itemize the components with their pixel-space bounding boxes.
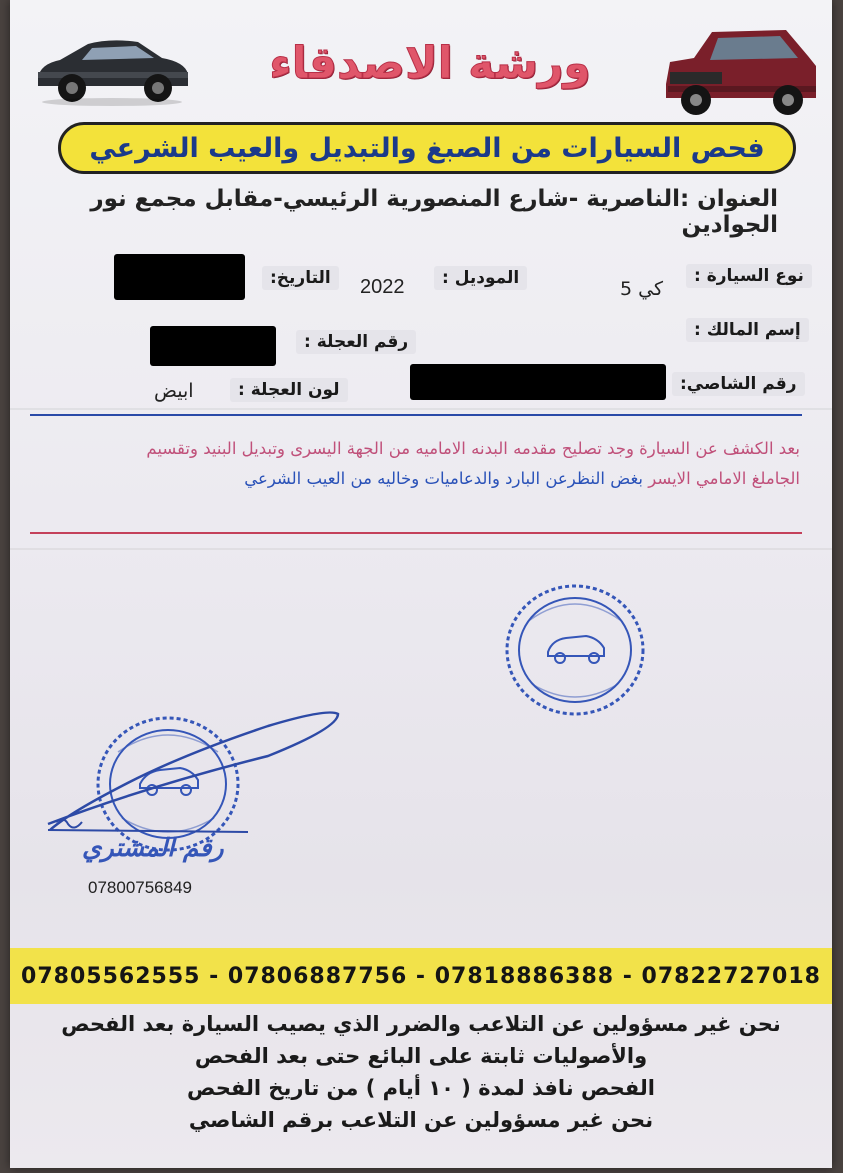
disclaimer-line-2: والأصوليات ثابتة على البائع حتى بعد الفحص xyxy=(194,1044,648,1068)
car-color-label: لون العجلة : xyxy=(230,378,348,402)
inspection-certificate xyxy=(10,0,832,1168)
owner-name-label: إسم المالك : xyxy=(686,318,809,342)
redacted-date xyxy=(114,254,245,300)
chassis-number-label: رقم الشاصي: xyxy=(672,372,805,396)
phone-numbers-bar xyxy=(10,948,832,1004)
date-label: التاريخ: xyxy=(262,266,339,290)
shop-address: العنوان :الناصرية -شارع المنصورية الرئيسي-مقابل مجمع نور الجوادين xyxy=(90,186,778,238)
suv-car-image xyxy=(660,22,822,122)
model-label: الموديل : xyxy=(434,266,527,290)
report-line-2-blue: بغض النظرعن البارد والدعاميات وخاليه من العيب الشرعي xyxy=(244,469,644,488)
shop-stamp-right xyxy=(500,580,650,720)
inspection-report xyxy=(40,434,800,494)
report-line-1: بعد الكشف عن السيارة وجد تصليح مقدمه البدنه الاماميه من الجهة اليسرى وتبديل البنيد وتقسيم xyxy=(146,439,800,458)
redacted-chassis-number xyxy=(410,364,666,400)
buyer-phone: 07800756849 xyxy=(88,878,193,897)
divider-red xyxy=(30,532,802,534)
car-type-value: كي 5 xyxy=(620,278,664,300)
buyer-number-label: رقم المشتري xyxy=(82,833,224,862)
phone-numbers: 07805562555 - 07806887756 - 07818886388 - 07822727018 xyxy=(21,963,821,989)
banner-text: فحص السيارات من الصبغ والتبديل والعيب الشرعي xyxy=(89,132,765,164)
paper-fold xyxy=(10,548,832,550)
model-value: 2022 xyxy=(360,276,405,298)
disclaimer-line-1: نحن غير مسؤولين عن التلاعب والضرر الذي يصيب السيارة بعد الفحص xyxy=(61,1012,781,1036)
disclaimer-line-4: نحن غير مسؤولين عن التلاعب برقم الشاصي xyxy=(188,1108,654,1132)
car-color-value: ابيض xyxy=(154,380,194,402)
divider-blue xyxy=(30,414,802,416)
report-line-2 xyxy=(40,464,800,494)
redacted-plate-number xyxy=(150,326,276,366)
paper-fold xyxy=(10,408,832,410)
report-line-2-red: الجاملغ الامامي الايسر xyxy=(648,469,800,488)
shop-title: ورشة الاصدقاء xyxy=(269,38,591,89)
car-type-label: نوع السيارة : xyxy=(686,264,812,288)
service-banner xyxy=(58,122,796,174)
sports-car-image xyxy=(30,28,195,108)
plate-number-label: رقم العجلة : xyxy=(296,330,416,354)
disclaimer-line-3: الفحص نافذ لمدة ( ١٠ أيام ) من تاريخ الفحص xyxy=(187,1076,655,1100)
